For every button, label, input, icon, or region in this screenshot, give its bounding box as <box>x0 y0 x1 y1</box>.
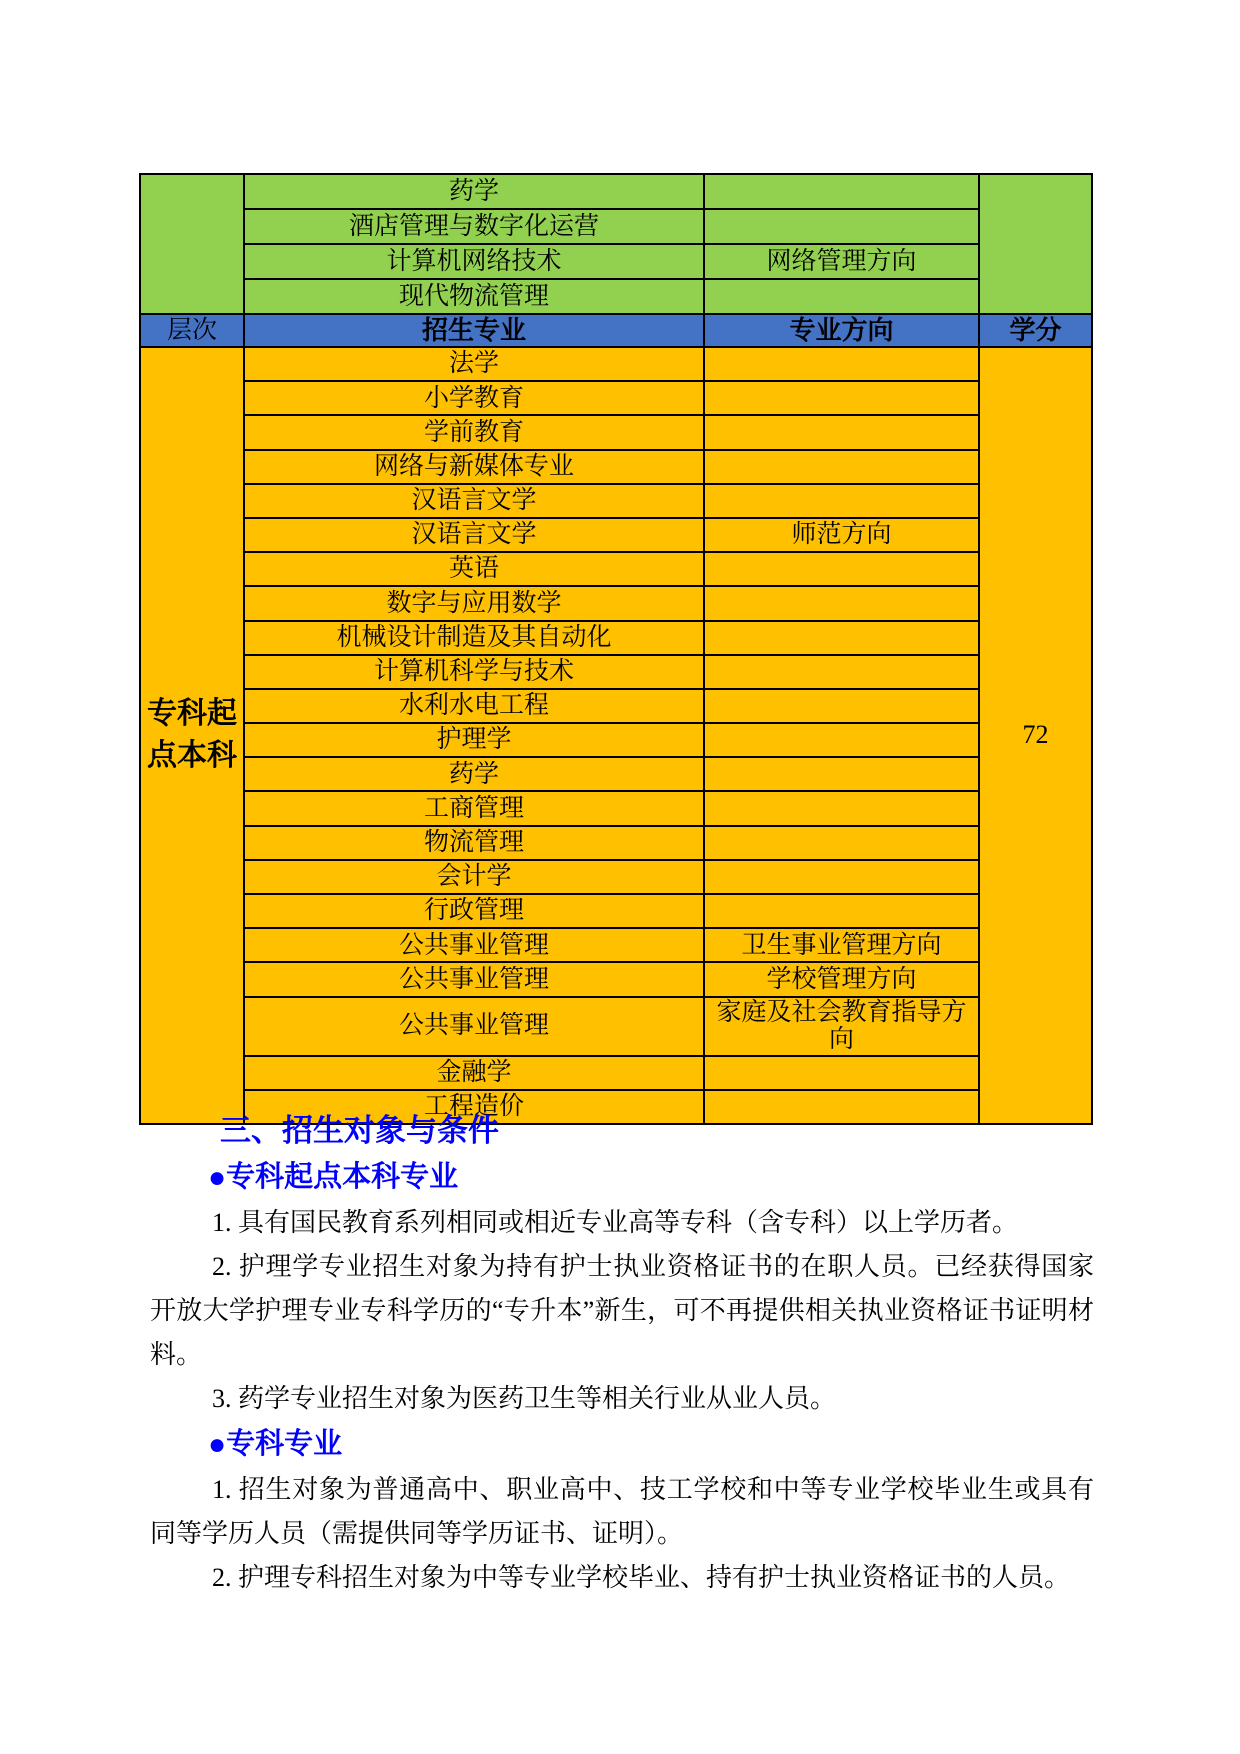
subheading-upgrade-bachelor <box>208 1154 1094 1201</box>
table-row <box>140 689 1092 723</box>
table-row <box>140 415 1092 449</box>
table-header-row <box>140 314 1092 347</box>
major-cell: 水利水电工程 <box>244 689 704 723</box>
major-cell: 药学 <box>244 174 704 209</box>
direction-cell <box>704 894 979 928</box>
paragraph-sub1-1: 1. 具有国民教育系列相同或相近专业高等专科（含专科）以上学历者。 <box>212 1208 1019 1237</box>
direction-cell <box>704 381 979 415</box>
major-cell: 数字与应用数学 <box>244 586 704 620</box>
major-cell: 会计学 <box>244 860 704 894</box>
table-row <box>140 174 1092 209</box>
upgrade-bachelor-section-rows <box>140 347 1092 1124</box>
direction-cell <box>704 621 979 655</box>
major-cell: 英语 <box>244 552 704 586</box>
paragraph-sub1-3: 3. 药学专业招生对象为医药卫生等相关行业从业人员。 <box>212 1384 837 1413</box>
table-header-row-group <box>140 314 1092 347</box>
direction-cell <box>704 860 979 894</box>
paragraph-sub2-2: 2. 护理专科招生对象为中等专业学校毕业、持有护士执业资格证书的人员。 <box>212 1563 1071 1592</box>
green-section-continued-rows <box>140 174 1092 314</box>
major-cell: 现代物流管理 <box>244 279 704 314</box>
subheading-upgrade-bachelor-label: 专科起点本科专业 <box>226 1161 459 1193</box>
paragraph-sub1-2: 2. 护理学专业招生对象为持有护士执业资格证书的在职人员。已经获得国家开放大学护理专业专科学历的“专升本”新生，可不再提供相关执业资格证书证明材料。 <box>150 1252 1094 1369</box>
paragraph-sub2-1: 1. 招生对象为普通高中、职业高中、技工学校和中等专业学校毕业生或具有同等学历人员（需提供同等学历证书、证明）。 <box>150 1475 1094 1548</box>
enrollment-majors-table <box>139 173 1093 1125</box>
direction-cell: 学校管理方向 <box>704 962 979 996</box>
direction-cell <box>704 209 979 244</box>
major-cell: 计算机科学与技术 <box>244 655 704 689</box>
direction-cell <box>704 415 979 449</box>
table-row <box>140 586 1092 620</box>
direction-cell <box>704 279 979 314</box>
major-cell: 护理学 <box>244 723 704 757</box>
table-row <box>140 962 1092 996</box>
table-row <box>140 928 1092 962</box>
direction-cell <box>704 552 979 586</box>
major-cell: 行政管理 <box>244 894 704 928</box>
bullet-icon: ● <box>208 1428 227 1461</box>
table-row <box>140 791 1092 825</box>
credits-cell <box>979 174 1092 314</box>
table-row <box>140 244 1092 279</box>
table-row <box>140 826 1092 860</box>
table-row <box>140 757 1092 791</box>
direction-cell <box>704 347 979 381</box>
major-cell: 工程造价 <box>244 1090 704 1124</box>
direction-cell <box>704 723 979 757</box>
major-cell: 工商管理 <box>244 791 704 825</box>
direction-cell <box>704 791 979 825</box>
table-row <box>140 209 1092 244</box>
major-cell: 网络与新媒体专业 <box>244 450 704 484</box>
table-row <box>140 450 1092 484</box>
bullet-icon: ● <box>208 1161 227 1194</box>
table-row <box>140 347 1092 381</box>
direction-cell <box>704 174 979 209</box>
major-cell: 药学 <box>244 757 704 791</box>
direction-cell: 家庭及社会教育指导方向 <box>704 997 979 1056</box>
major-cell: 计算机网络技术 <box>244 244 704 279</box>
major-cell: 物流管理 <box>244 826 704 860</box>
direction-cell: 师范方向 <box>704 518 979 552</box>
table-row <box>140 279 1092 314</box>
subheading-junior-college-label: 专科专业 <box>226 1428 343 1460</box>
direction-cell <box>704 484 979 518</box>
level-cell: 专科起点本科 <box>140 347 244 1124</box>
direction-cell <box>704 689 979 723</box>
subheading-junior-college <box>208 1421 1094 1468</box>
table-row <box>140 997 1092 1056</box>
major-cell: 公共事业管理 <box>244 962 704 996</box>
direction-cell <box>704 1056 979 1090</box>
major-cell: 公共事业管理 <box>244 997 704 1056</box>
direction-cell <box>704 655 979 689</box>
major-cell: 学前教育 <box>244 415 704 449</box>
direction-cell <box>704 586 979 620</box>
table-row <box>140 894 1092 928</box>
major-cell: 小学教育 <box>244 381 704 415</box>
header-credits: 学分 <box>979 314 1092 347</box>
major-cell: 酒店管理与数字化运营 <box>244 209 704 244</box>
header-major: 招生专业 <box>244 314 704 347</box>
header-level: 层次 <box>140 314 244 347</box>
major-cell: 公共事业管理 <box>244 928 704 962</box>
table-row <box>140 655 1092 689</box>
section-heading: 三、招生对象与条件 <box>220 1113 499 1148</box>
table-row <box>140 518 1092 552</box>
header-direction: 专业方向 <box>704 314 979 347</box>
table-row <box>140 484 1092 518</box>
table-row <box>140 860 1092 894</box>
major-cell: 汉语言文学 <box>244 518 704 552</box>
direction-cell <box>704 826 979 860</box>
credits-cell: 72 <box>979 347 1092 1124</box>
direction-cell <box>704 757 979 791</box>
major-cell: 机械设计制造及其自动化 <box>244 621 704 655</box>
major-cell: 金融学 <box>244 1056 704 1090</box>
table-row <box>140 1056 1092 1090</box>
major-cell: 法学 <box>244 347 704 381</box>
level-cell <box>140 174 244 314</box>
table-row <box>140 723 1092 757</box>
direction-cell: 卫生事业管理方向 <box>704 928 979 962</box>
table-row <box>140 621 1092 655</box>
direction-cell: 网络管理方向 <box>704 244 979 279</box>
table-row <box>140 381 1092 415</box>
direction-cell <box>704 450 979 484</box>
table-row <box>140 552 1092 586</box>
major-cell: 汉语言文学 <box>244 484 704 518</box>
admission-conditions-section <box>150 1100 1094 1600</box>
